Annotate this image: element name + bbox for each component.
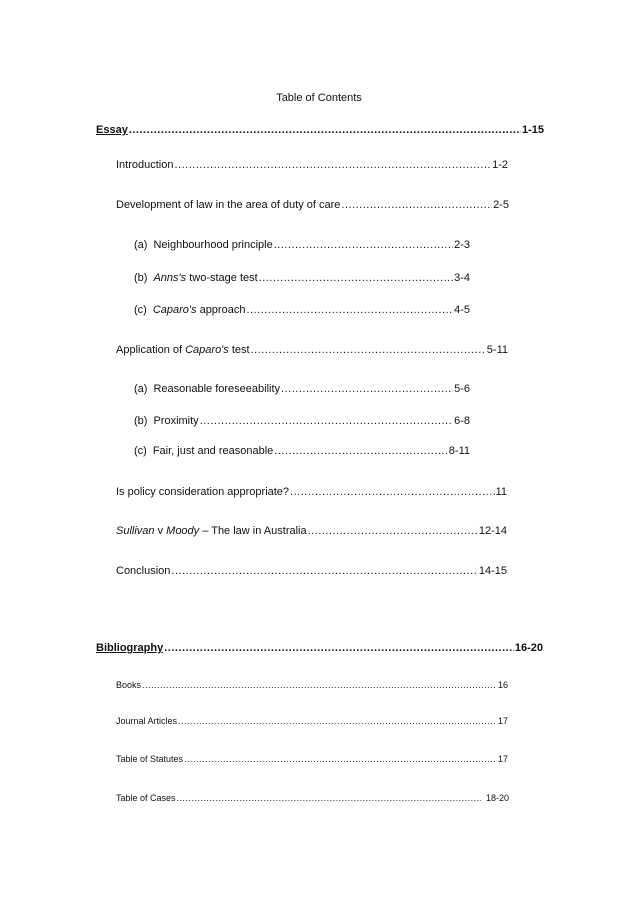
- toc-label: Books: [116, 680, 142, 690]
- toc-label: Reasonable foreseeability: [153, 383, 281, 395]
- dot-leader: [251, 344, 486, 356]
- toc-marker: (b): [134, 272, 148, 284]
- toc-label: two-stage test: [186, 272, 258, 284]
- toc-label-italic: Moody: [166, 525, 200, 537]
- dot-leader: [174, 159, 491, 171]
- toc-pages: 2-5: [493, 199, 509, 211]
- toc-label: test: [228, 344, 250, 356]
- toc-marker: (c): [134, 445, 147, 457]
- toc-label: approach: [196, 304, 246, 316]
- toc-pages: 11: [495, 486, 507, 498]
- toc-entry-essay: [96, 124, 544, 136]
- dot-leader: [171, 565, 477, 577]
- page-title: Table of Contents: [276, 92, 362, 104]
- toc-label: Bibliography: [96, 642, 164, 654]
- toc-entry-caparo-approach: [134, 304, 470, 316]
- toc-pages: 16-20: [514, 642, 543, 654]
- toc-pages: 5-11: [486, 344, 508, 356]
- toc-pages: 17: [497, 754, 508, 764]
- toc-pages: 6-8: [454, 415, 470, 427]
- toc-label: Conclusion: [116, 565, 171, 577]
- toc-marker: (a): [134, 239, 148, 251]
- dot-leader: [178, 716, 497, 726]
- toc-pages: 16: [497, 680, 508, 690]
- toc-label: Journal Articles: [116, 716, 178, 726]
- dot-leader: [274, 239, 453, 251]
- toc-entry-sullivan: [116, 525, 507, 537]
- toc-pages: 14-15: [478, 565, 507, 577]
- dot-leader: [259, 272, 453, 284]
- toc-entry-proximity: [134, 415, 470, 427]
- toc-pages: 17: [497, 716, 508, 726]
- toc-label-italic: Anns's: [153, 272, 187, 284]
- toc-label: Introduction: [116, 159, 174, 171]
- toc-label: v: [154, 525, 167, 537]
- toc-pages: 5-6: [454, 383, 470, 395]
- toc-label: Is policy consideration appropriate?: [116, 486, 290, 498]
- dot-leader: [281, 383, 453, 395]
- toc-label: Application of: [116, 344, 186, 356]
- toc-label: Development of law in the area of duty of care: [116, 199, 341, 211]
- toc-entry-journal-articles: [116, 716, 508, 726]
- toc-marker: (b): [134, 415, 148, 427]
- toc-label-italic: Caparo's: [185, 344, 229, 356]
- toc-label: Table of Cases: [116, 793, 176, 803]
- toc-entry-conclusion: [116, 565, 507, 577]
- toc-pages: 4-5: [454, 304, 470, 316]
- toc-label: Table of Statutes: [116, 754, 184, 764]
- toc-pages: 18-20: [485, 793, 509, 803]
- toc-pages: 1-2: [492, 159, 508, 171]
- toc-entry-policy: [116, 486, 507, 498]
- dot-leader: [246, 304, 453, 316]
- dot-leader: [341, 199, 492, 211]
- dot-leader: [142, 680, 497, 690]
- toc-entry-statutes: [116, 754, 508, 764]
- toc-entry-neighbourhood: [134, 239, 470, 251]
- dot-leader: [129, 124, 521, 136]
- toc-entry-development: [116, 199, 509, 211]
- dot-leader: [274, 445, 448, 457]
- dot-leader: [290, 486, 495, 498]
- toc-label: Essay: [96, 124, 128, 136]
- toc-entry-bibliography: [96, 642, 543, 654]
- toc-label: Neighbourhood principle: [153, 239, 273, 251]
- toc-pages: 12-14: [478, 525, 507, 537]
- toc-marker: (c): [134, 304, 147, 316]
- toc-pages: 3-4: [454, 272, 470, 284]
- dot-leader: [200, 415, 453, 427]
- toc-entry-cases: [116, 793, 509, 803]
- dot-leader: [164, 642, 514, 654]
- toc-pages: 1-15: [521, 124, 544, 136]
- toc-entry-fair: [134, 445, 470, 457]
- toc-entry-application: [116, 344, 508, 356]
- toc-entry-foreseeability: [134, 383, 470, 395]
- dot-leader: [184, 754, 497, 764]
- toc-marker: (a): [134, 383, 148, 395]
- toc-entry-introduction: [116, 159, 508, 171]
- toc-pages: 2-3: [454, 239, 470, 251]
- toc-pages: 8-11: [448, 445, 470, 457]
- dot-leader: [308, 525, 478, 537]
- toc-entry-books: [116, 680, 508, 690]
- toc-entry-anns: [134, 272, 470, 284]
- toc-label-italic: Sullivan: [116, 525, 155, 537]
- toc-label: Fair, just and reasonable: [152, 445, 274, 457]
- toc-label: – The law in Australia: [199, 525, 307, 537]
- toc-label-italic: Caparo's: [152, 304, 197, 316]
- dot-leader: [177, 793, 481, 803]
- toc-label: Proximity: [153, 415, 199, 427]
